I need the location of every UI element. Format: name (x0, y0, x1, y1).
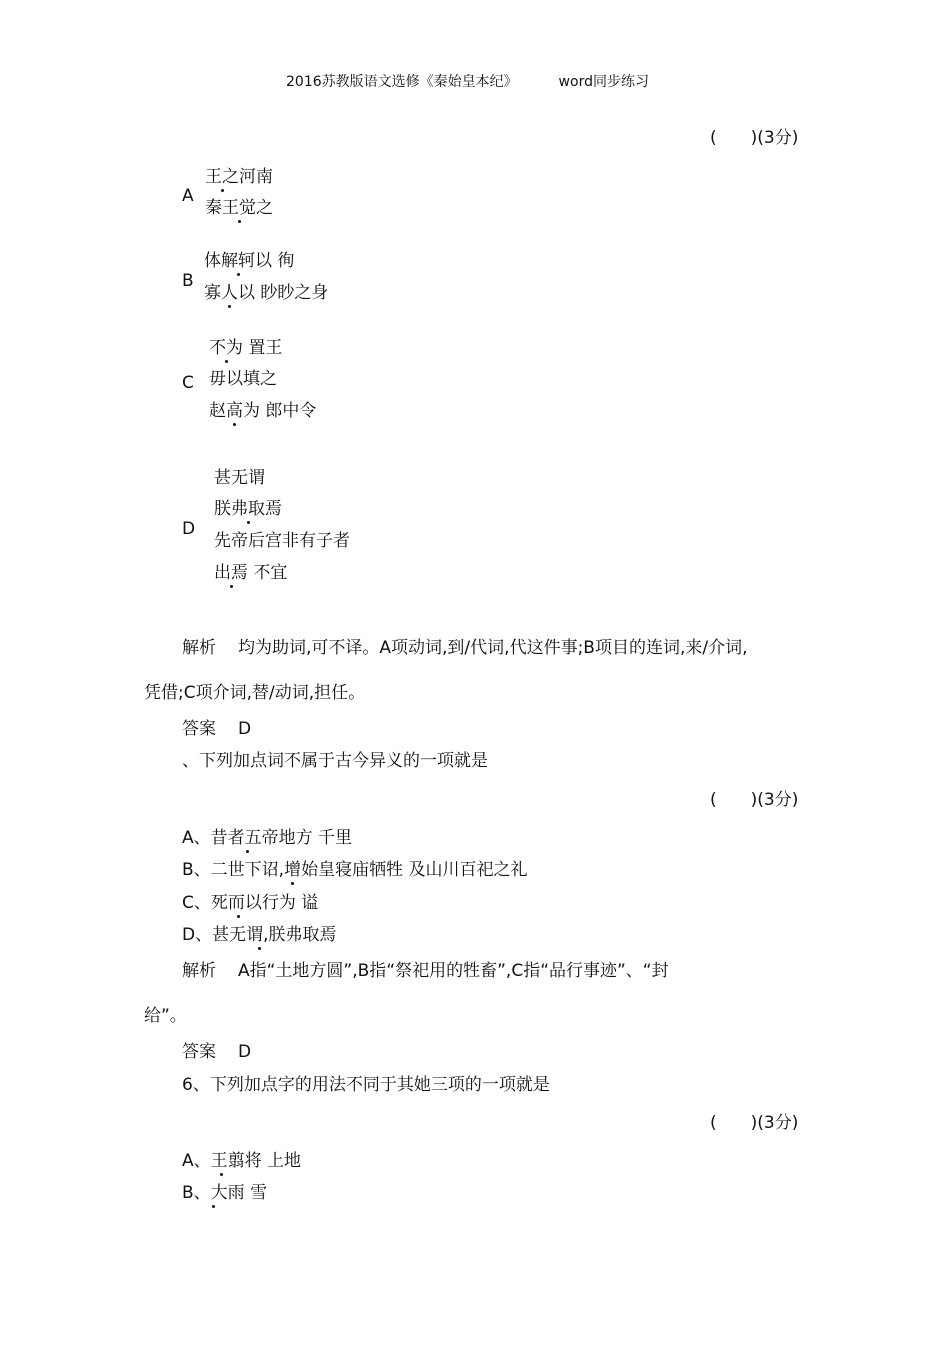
header-title: 2016苏教版语文选修《秦始皇本纪》 (286, 74, 518, 90)
q4-option-d-label: D (182, 519, 196, 539)
q4-option-d-line3: 先帝后宫非有子者 (214, 531, 350, 551)
dotted-text: B、二世下诏,增始皇寝庙牺牲 (182, 860, 404, 880)
q5-stem: 、下列加点词不属于古今异义的一项就是 (182, 751, 488, 771)
answer-value: D (238, 1042, 252, 1062)
dotted-text: 王之 (205, 167, 239, 187)
q4-option-d-line2 (214, 499, 282, 519)
dotted-text: C、死而以行为 (182, 893, 296, 913)
dotted-text: A、王翦将 (182, 1151, 262, 1171)
analysis-label: 解析 (182, 638, 216, 658)
q4-option-d-line1: 甚无谓 (214, 468, 265, 488)
q6-option-b: B、大雨 雪 (182, 1183, 268, 1203)
dotted-text: 赵高为 (209, 401, 260, 421)
q4-option-a-line2 (205, 198, 273, 218)
dotted-text: D、甚无谓,朕弗取焉 (182, 925, 337, 945)
q4-option-b-label: B (182, 271, 194, 291)
q5-option-b: B、二世下诏,增始皇寝庙牺牲 及山川百祀之礼 (182, 860, 528, 880)
answer-label: 答案 (182, 1042, 216, 1062)
page-header (286, 72, 649, 92)
q5-option-d (182, 925, 337, 945)
dotted-text: 出焉 (214, 563, 248, 583)
q5-answer (182, 1042, 251, 1062)
answer-label: 答案 (182, 719, 216, 739)
q4-option-d-line4: 出焉 不宜 (214, 563, 288, 583)
q4-score: ( )(3分) (710, 128, 799, 148)
q4-analysis-line2: 凭借;C项介词,替/动词,担任。 (144, 683, 366, 703)
q4-option-b-line2: 寡人以 眇眇之身 (204, 283, 329, 303)
dotted-text: 寡人以 (204, 283, 255, 303)
q6-score: ( )(3分) (710, 1113, 799, 1133)
q5-option-c: C、死而以行为 谥 (182, 893, 319, 913)
header-suffix: word同步练习 (558, 74, 649, 90)
q4-option-c-line3: 赵高为 郎中令 (209, 401, 317, 421)
answer-value: D (238, 719, 252, 739)
q4-option-c-line2: 毋以填之 (209, 369, 277, 389)
analysis-label: 解析 (182, 961, 216, 981)
q5-score: ( )(3分) (710, 790, 799, 810)
dotted-text: 秦王觉之 (205, 198, 273, 218)
dotted-text: A、昔者五帝地方 (182, 828, 313, 848)
q5-option-a: A、昔者五帝地方 千里 (182, 828, 353, 848)
q6-option-a: A、王翦将 上地 (182, 1151, 302, 1171)
dotted-text: 体解轲以 (204, 251, 272, 271)
q4-option-b-line1: 体解轲以 徇 (204, 251, 295, 271)
q4-option-c-label: C (182, 373, 194, 393)
q4-analysis-line1: 解析 均为助词,可不译。A项动词,到/代词,代这件事;B项目的连词,来/介词, (182, 638, 748, 658)
q4-option-a-line1: 王之河南 (205, 167, 273, 187)
q5-analysis-line2: 给”。 (144, 1006, 187, 1026)
dotted-text: B、大雨 (182, 1183, 245, 1203)
dotted-text: 朕弗取焉 (214, 499, 282, 519)
q5-analysis-line1: 解析 A指“土地方圆”,B指“祭祀用的牲畜”,C指“品行事迹”、“封 (182, 961, 669, 981)
q4-option-a-label: A (182, 186, 194, 206)
q6-stem: 6、下列加点字的用法不同于其她三项的一项就是 (182, 1075, 550, 1095)
q4-option-c-line1: 不为 置王 (209, 338, 283, 358)
q4-answer (182, 719, 251, 739)
dotted-text: 不为 (209, 338, 243, 358)
